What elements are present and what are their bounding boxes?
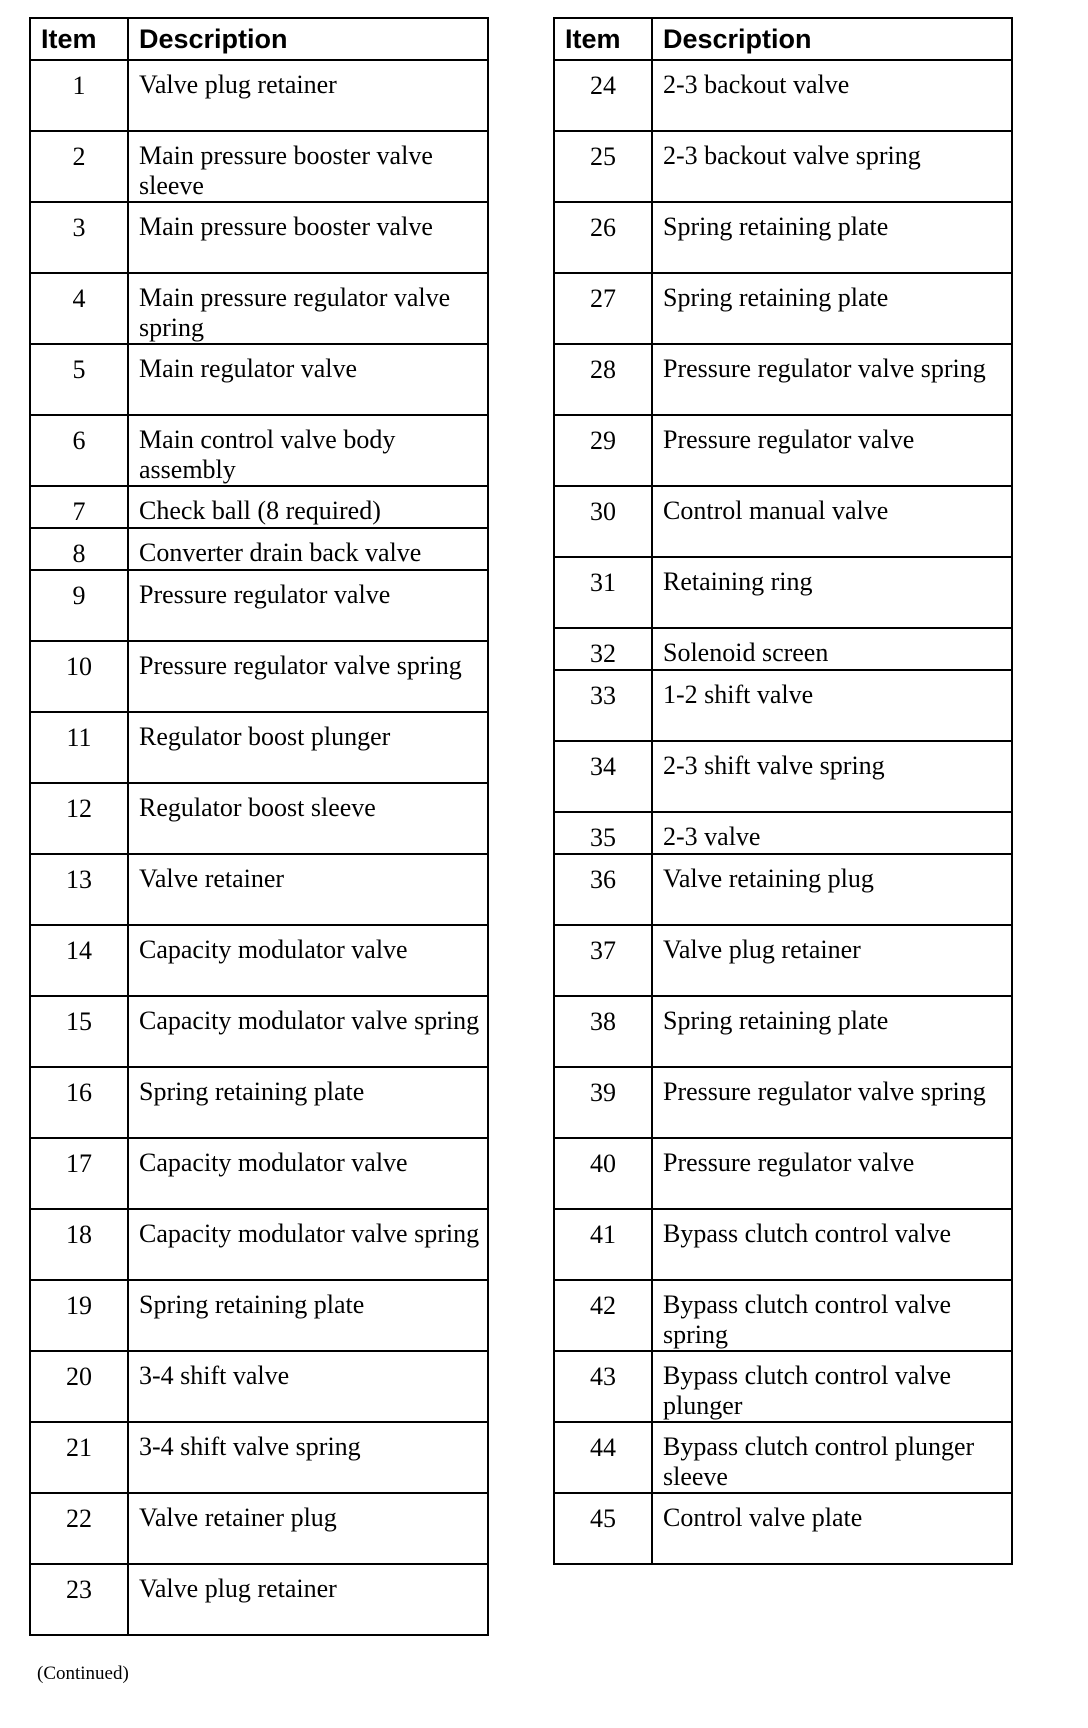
item-number: 6: [30, 415, 128, 486]
table-row: [554, 344, 1012, 415]
item-description: 3-4 shift valve spring: [128, 1422, 488, 1493]
item-number: 2: [30, 131, 128, 202]
item-number: 20: [30, 1351, 128, 1422]
item-description: 2-3 valve: [652, 812, 1012, 854]
table-row: [30, 1209, 488, 1280]
table-row: [554, 1493, 1012, 1564]
item-number: 4: [30, 273, 128, 344]
table-row: [554, 273, 1012, 344]
item-description: Spring retaining plate: [652, 996, 1012, 1067]
item-number: 15: [30, 996, 128, 1067]
item-description: Pressure regulator valve: [652, 1138, 1012, 1209]
item-number: 33: [554, 670, 652, 741]
table-row: [554, 1422, 1012, 1493]
table-row: [30, 641, 488, 712]
item-number: 35: [554, 812, 652, 854]
table-row: [554, 486, 1012, 557]
table-row: [554, 628, 1012, 670]
item-number: 1: [30, 60, 128, 131]
item-number: 42: [554, 1280, 652, 1351]
table-row: [30, 1493, 488, 1564]
table-row: [30, 344, 488, 415]
item-description: Main pressure booster valve sleeve: [128, 131, 488, 202]
table-row: [554, 741, 1012, 812]
item-number: 19: [30, 1280, 128, 1351]
table-row: [30, 712, 488, 783]
item-description: Valve retainer plug: [128, 1493, 488, 1564]
table-row: [554, 812, 1012, 854]
item-description: Bypass clutch control valve: [652, 1209, 1012, 1280]
item-number: 27: [554, 273, 652, 344]
item-description: Valve retaining plug: [652, 854, 1012, 925]
column-header-item: Item: [554, 18, 652, 60]
item-number: 10: [30, 641, 128, 712]
item-number: 44: [554, 1422, 652, 1493]
table-row: [30, 854, 488, 925]
item-description: Valve plug retainer: [128, 60, 488, 131]
item-description: Main pressure regulator valve spring: [128, 273, 488, 344]
item-description: Pressure regulator valve: [128, 570, 488, 641]
item-description: Check ball (8 required): [128, 486, 488, 528]
table-body-left: [30, 60, 488, 1635]
item-description: Pressure regulator valve spring: [652, 344, 1012, 415]
table-row: [30, 1138, 488, 1209]
table-row: [30, 486, 488, 528]
item-description: Capacity modulator valve: [128, 1138, 488, 1209]
table-row: [30, 202, 488, 273]
item-description: Main regulator valve: [128, 344, 488, 415]
item-number: 16: [30, 1067, 128, 1138]
item-number: 17: [30, 1138, 128, 1209]
table-row: [30, 1067, 488, 1138]
column-header-item: Item: [30, 18, 128, 60]
table-row: [554, 415, 1012, 486]
table-row: [30, 925, 488, 996]
table-row: [554, 670, 1012, 741]
item-description: Valve plug retainer: [652, 925, 1012, 996]
item-number: 38: [554, 996, 652, 1067]
item-number: 26: [554, 202, 652, 273]
item-number: 3: [30, 202, 128, 273]
item-number: 14: [30, 925, 128, 996]
table-row: [30, 415, 488, 486]
item-description: Capacity modulator valve spring: [128, 1209, 488, 1280]
table-row: [30, 996, 488, 1067]
item-description: Main control valve body assembly: [128, 415, 488, 486]
table-row: [554, 202, 1012, 273]
item-description: 1-2 shift valve: [652, 670, 1012, 741]
item-description: Capacity modulator valve spring: [128, 996, 488, 1067]
table-row: [30, 273, 488, 344]
item-description: Main pressure booster valve: [128, 202, 488, 273]
item-description: 3-4 shift valve: [128, 1351, 488, 1422]
continued-note: (Continued): [37, 1663, 129, 1684]
item-number: 30: [554, 486, 652, 557]
table-row: [554, 854, 1012, 925]
item-description: Valve plug retainer: [128, 1564, 488, 1635]
item-description: 2-3 backout valve: [652, 60, 1012, 131]
table-header-row: [554, 18, 1012, 60]
item-number: 13: [30, 854, 128, 925]
item-description: 2-3 shift valve spring: [652, 741, 1012, 812]
item-number: 5: [30, 344, 128, 415]
item-number: 12: [30, 783, 128, 854]
item-description: Pressure regulator valve spring: [652, 1067, 1012, 1138]
column-header-description: Description: [652, 18, 1012, 60]
item-number: 34: [554, 741, 652, 812]
item-number: 18: [30, 1209, 128, 1280]
item-description: Pressure regulator valve spring: [128, 641, 488, 712]
table-row: [30, 570, 488, 641]
item-number: 43: [554, 1351, 652, 1422]
item-number: 8: [30, 528, 128, 570]
item-number: 41: [554, 1209, 652, 1280]
item-description: Control manual valve: [652, 486, 1012, 557]
table-row: [30, 1351, 488, 1422]
item-number: 31: [554, 557, 652, 628]
item-description: Capacity modulator valve: [128, 925, 488, 996]
item-number: 40: [554, 1138, 652, 1209]
item-description: Pressure regulator valve: [652, 415, 1012, 486]
item-number: 9: [30, 570, 128, 641]
item-description: Spring retaining plate: [128, 1280, 488, 1351]
table-row: [30, 1564, 488, 1635]
item-description: Regulator boost plunger: [128, 712, 488, 783]
item-description: Valve retainer: [128, 854, 488, 925]
item-description: Bypass clutch control valve plunger: [652, 1351, 1012, 1422]
column-header-description: Description: [128, 18, 488, 60]
table-row: [30, 1280, 488, 1351]
item-description: Spring retaining plate: [652, 202, 1012, 273]
table-row: [30, 131, 488, 202]
item-number: 7: [30, 486, 128, 528]
item-description: Bypass clutch control valve spring: [652, 1280, 1012, 1351]
table-row: [554, 1067, 1012, 1138]
parts-table-left: [29, 17, 489, 1636]
table-row: [30, 528, 488, 570]
item-description: Control valve plate: [652, 1493, 1012, 1564]
item-number: 22: [30, 1493, 128, 1564]
item-number: 39: [554, 1067, 652, 1138]
item-number: 36: [554, 854, 652, 925]
table-row: [30, 1422, 488, 1493]
item-number: 21: [30, 1422, 128, 1493]
table-row: [30, 783, 488, 854]
item-description: 2-3 backout valve spring: [652, 131, 1012, 202]
table-header-row: [30, 18, 488, 60]
item-number: 25: [554, 131, 652, 202]
item-number: 29: [554, 415, 652, 486]
parts-table-right: [553, 17, 1013, 1565]
item-description: Solenoid screen: [652, 628, 1012, 670]
table-row: [554, 131, 1012, 202]
item-description: Converter drain back valve: [128, 528, 488, 570]
item-description: Bypass clutch control plunger sleeve: [652, 1422, 1012, 1493]
table-row: [554, 60, 1012, 131]
item-description: Spring retaining plate: [128, 1067, 488, 1138]
table-row: [554, 1138, 1012, 1209]
table-row: [554, 557, 1012, 628]
table-row: [554, 925, 1012, 996]
item-number: 28: [554, 344, 652, 415]
item-number: 32: [554, 628, 652, 670]
item-number: 37: [554, 925, 652, 996]
table-row: [554, 996, 1012, 1067]
table-row: [554, 1209, 1012, 1280]
item-description: Retaining ring: [652, 557, 1012, 628]
item-number: 11: [30, 712, 128, 783]
item-number: 24: [554, 60, 652, 131]
table-row: [30, 60, 488, 131]
item-number: 45: [554, 1493, 652, 1564]
table-row: [554, 1280, 1012, 1351]
item-number: 23: [30, 1564, 128, 1635]
table-body-right: [554, 60, 1012, 1564]
table-row: [554, 1351, 1012, 1422]
item-description: Regulator boost sleeve: [128, 783, 488, 854]
item-description: Spring retaining plate: [652, 273, 1012, 344]
